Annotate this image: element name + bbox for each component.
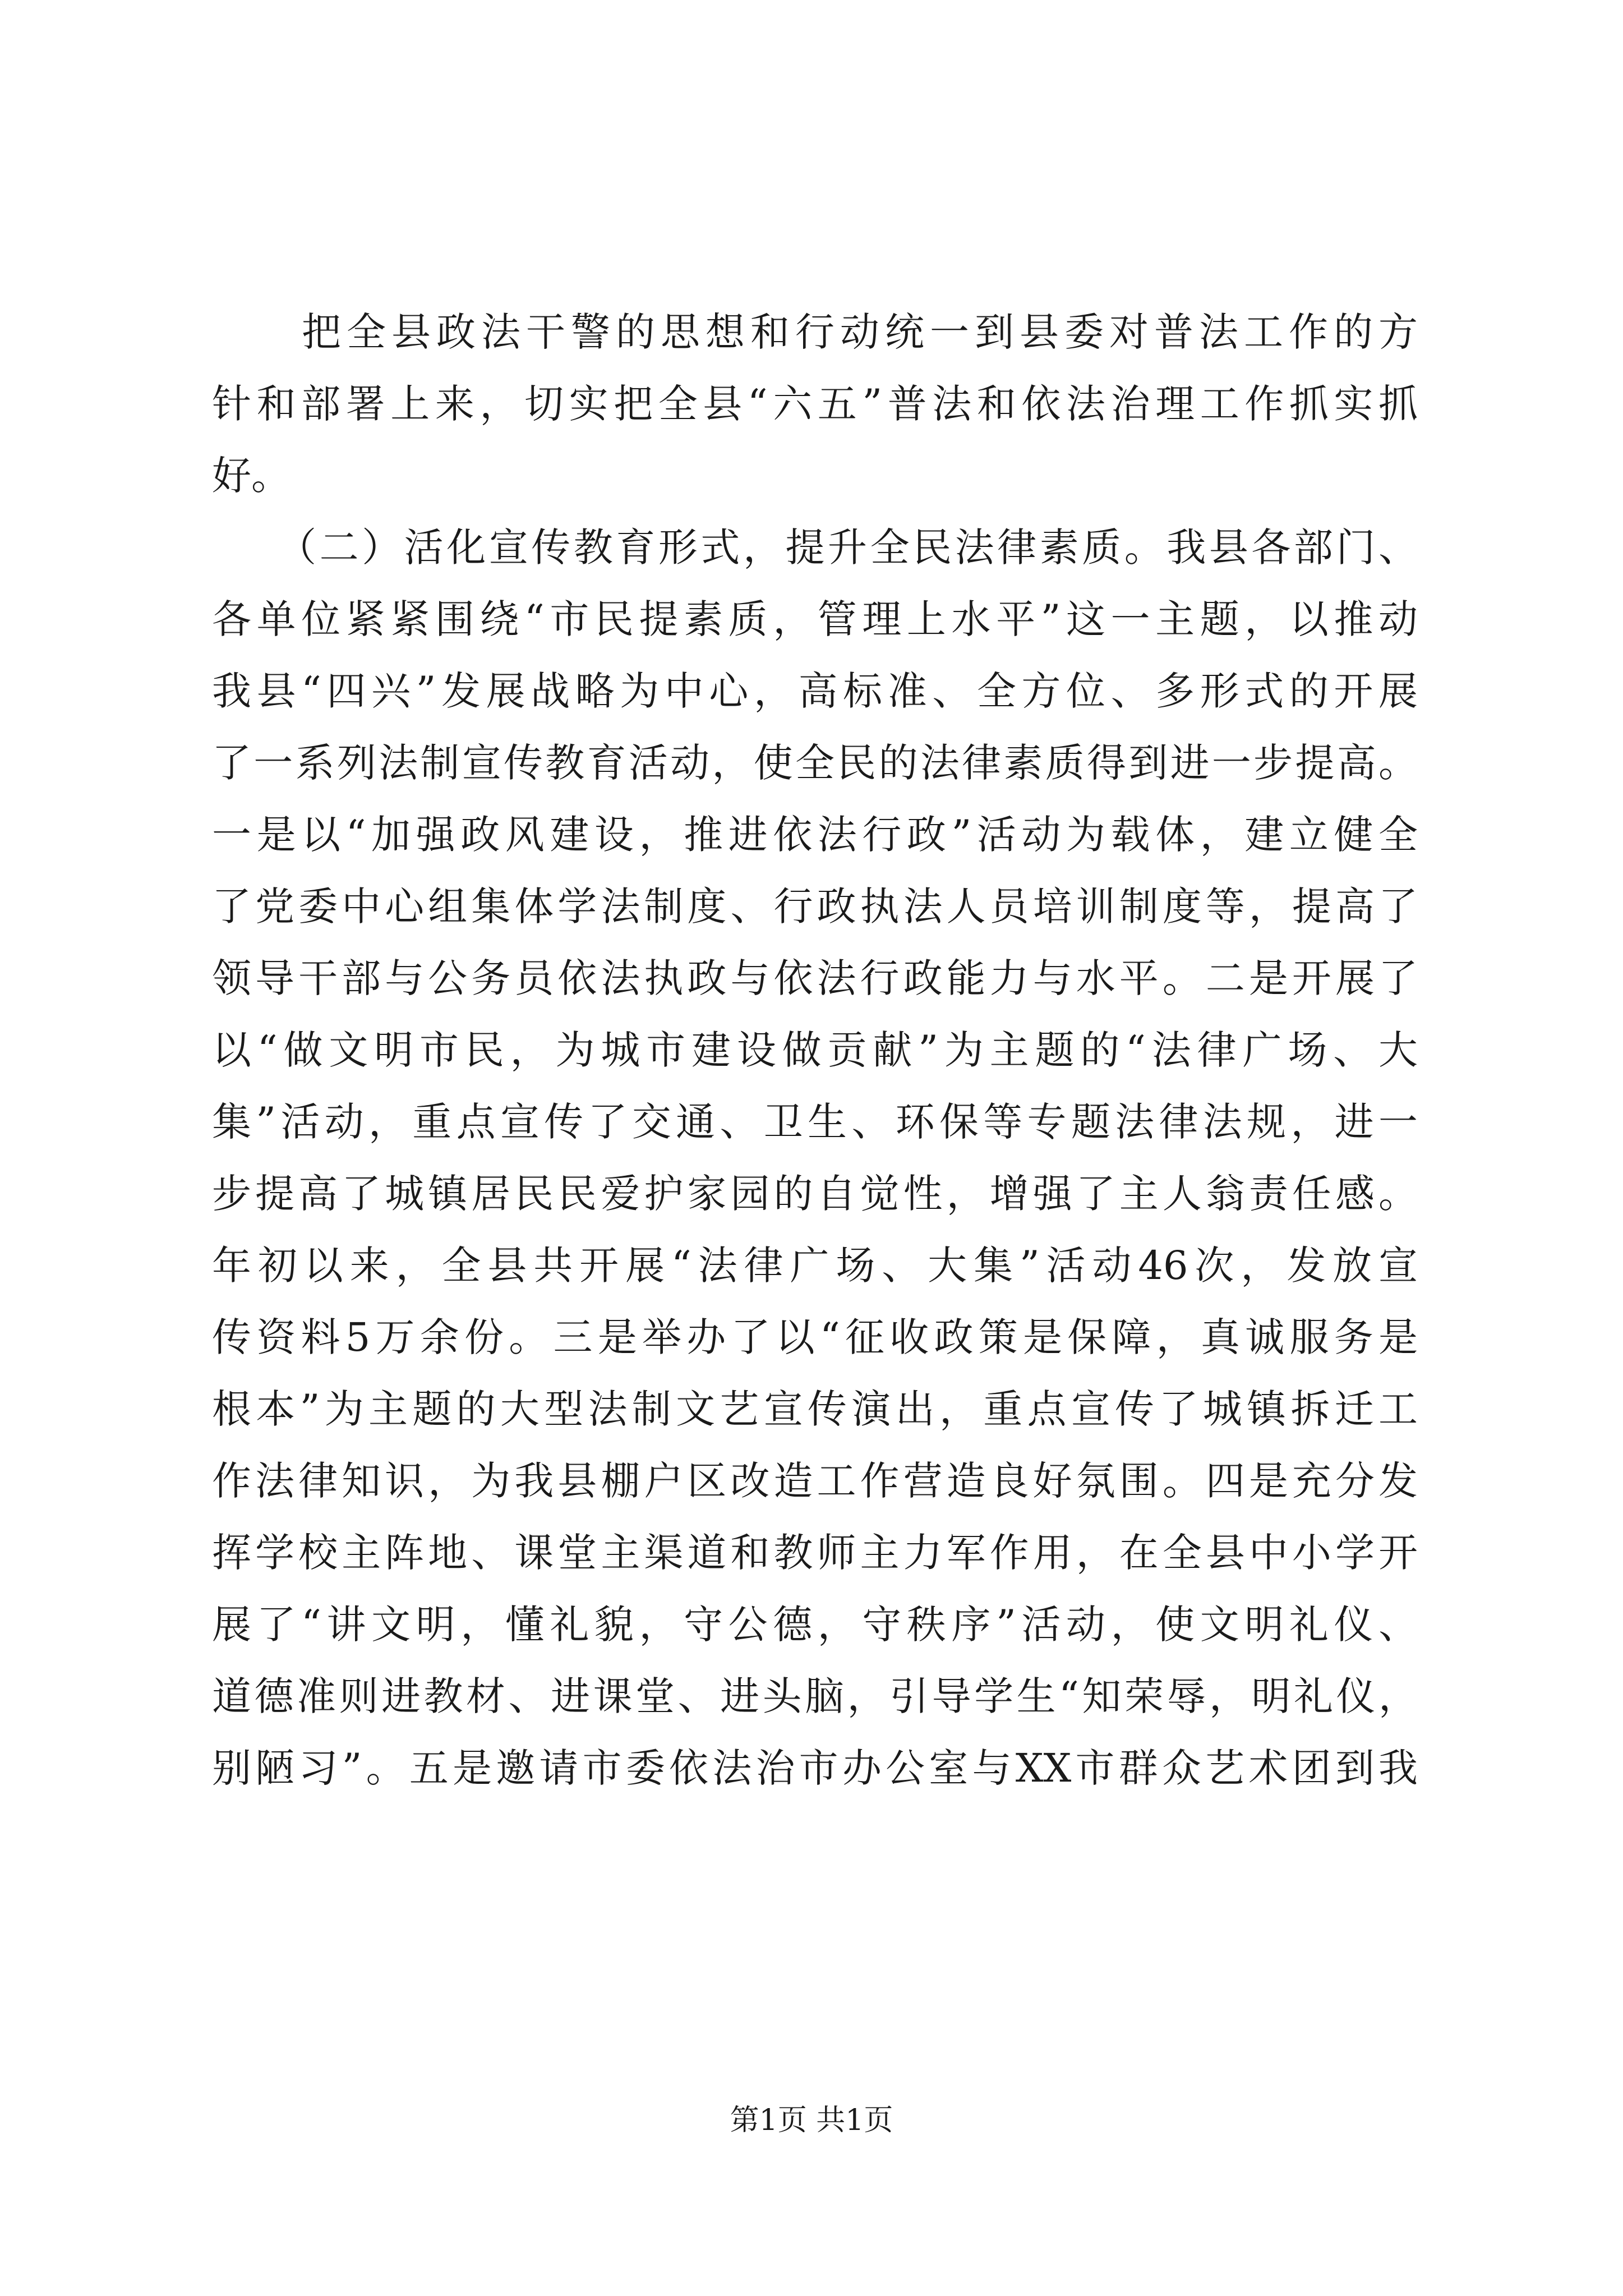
page-number-label: 第1页 共1页 bbox=[730, 2104, 893, 2137]
text-line: 展了“讲文明，懂礼貌，守公德，守秩序”活动，使文明礼仪、 bbox=[212, 1602, 1418, 1648]
text-line: 领导干部与公务员依法执政与依法行政能力与水平。二是开展了 bbox=[212, 955, 1418, 1001]
body-text bbox=[212, 296, 1418, 1804]
text-line: 了一系列法制宣传教育活动，使全民的法律素质得到进一步提高。 bbox=[212, 740, 1418, 786]
text-line: 把全县政法干警的思想和行动统一到县委对普法工作的方 bbox=[212, 309, 1418, 355]
text-line: 我县“四兴”发展战略为中心，高标准、全方位、多形式的开展 bbox=[212, 668, 1418, 714]
text-line: 了党委中心组集体学法制度、行政执法人员培训制度等，提高了 bbox=[212, 884, 1418, 930]
text-line: 别陋习”。五是邀请市委依法治市办公室与XX市群众艺术团到我 bbox=[212, 1745, 1418, 1791]
text-line: 作法律知识，为我县棚户区改造工作营造良好氛围。四是充分发 bbox=[212, 1458, 1418, 1504]
text-line: 以“做文明市民，为城市建设做贡献”为主题的“法律广场、大 bbox=[212, 1027, 1418, 1073]
text-line: 针和部署上来，切实把全县“六五”普法和依法治理工作抓实抓 bbox=[212, 381, 1418, 427]
text-line: （二）活化宣传教育形式，提升全民法律素质。我县各部门、 bbox=[212, 524, 1418, 570]
text-line: 年初以来，全县共开展“法律广场、大集”活动46次，发放宣 bbox=[212, 1243, 1418, 1289]
text-line: 传资料5万余份。三是举办了以“征收政策是保障，真诚服务是 bbox=[212, 1314, 1418, 1360]
text-line: 集”活动，重点宣传了交通、卫生、环保等专题法律法规，进一 bbox=[212, 1099, 1418, 1145]
text-line: 好。 bbox=[212, 453, 291, 499]
text-line: 挥学校主阵地、课堂主渠道和教师主力军作用，在全县中小学开 bbox=[212, 1530, 1418, 1576]
text-line: 步提高了城镇居民民爱护家园的自觉性，增强了主人翁责任感。 bbox=[212, 1171, 1418, 1217]
text-line: 根本”为主题的大型法制文艺宣传演出，重点宣传了城镇拆迁工 bbox=[212, 1386, 1418, 1432]
text-line: 各单位紧紧围绕“市民提素质，管理上水平”这一主题，以推动 bbox=[212, 596, 1418, 642]
text-line: 道德准则进教材、进课堂、进头脑，引导学生“知荣辱，明礼仪， bbox=[212, 1673, 1418, 1719]
page-footer bbox=[0, 2101, 1623, 2140]
text-line: 一是以“加强政风建设，推进依法行政”活动为载体，建立健全 bbox=[212, 812, 1418, 858]
